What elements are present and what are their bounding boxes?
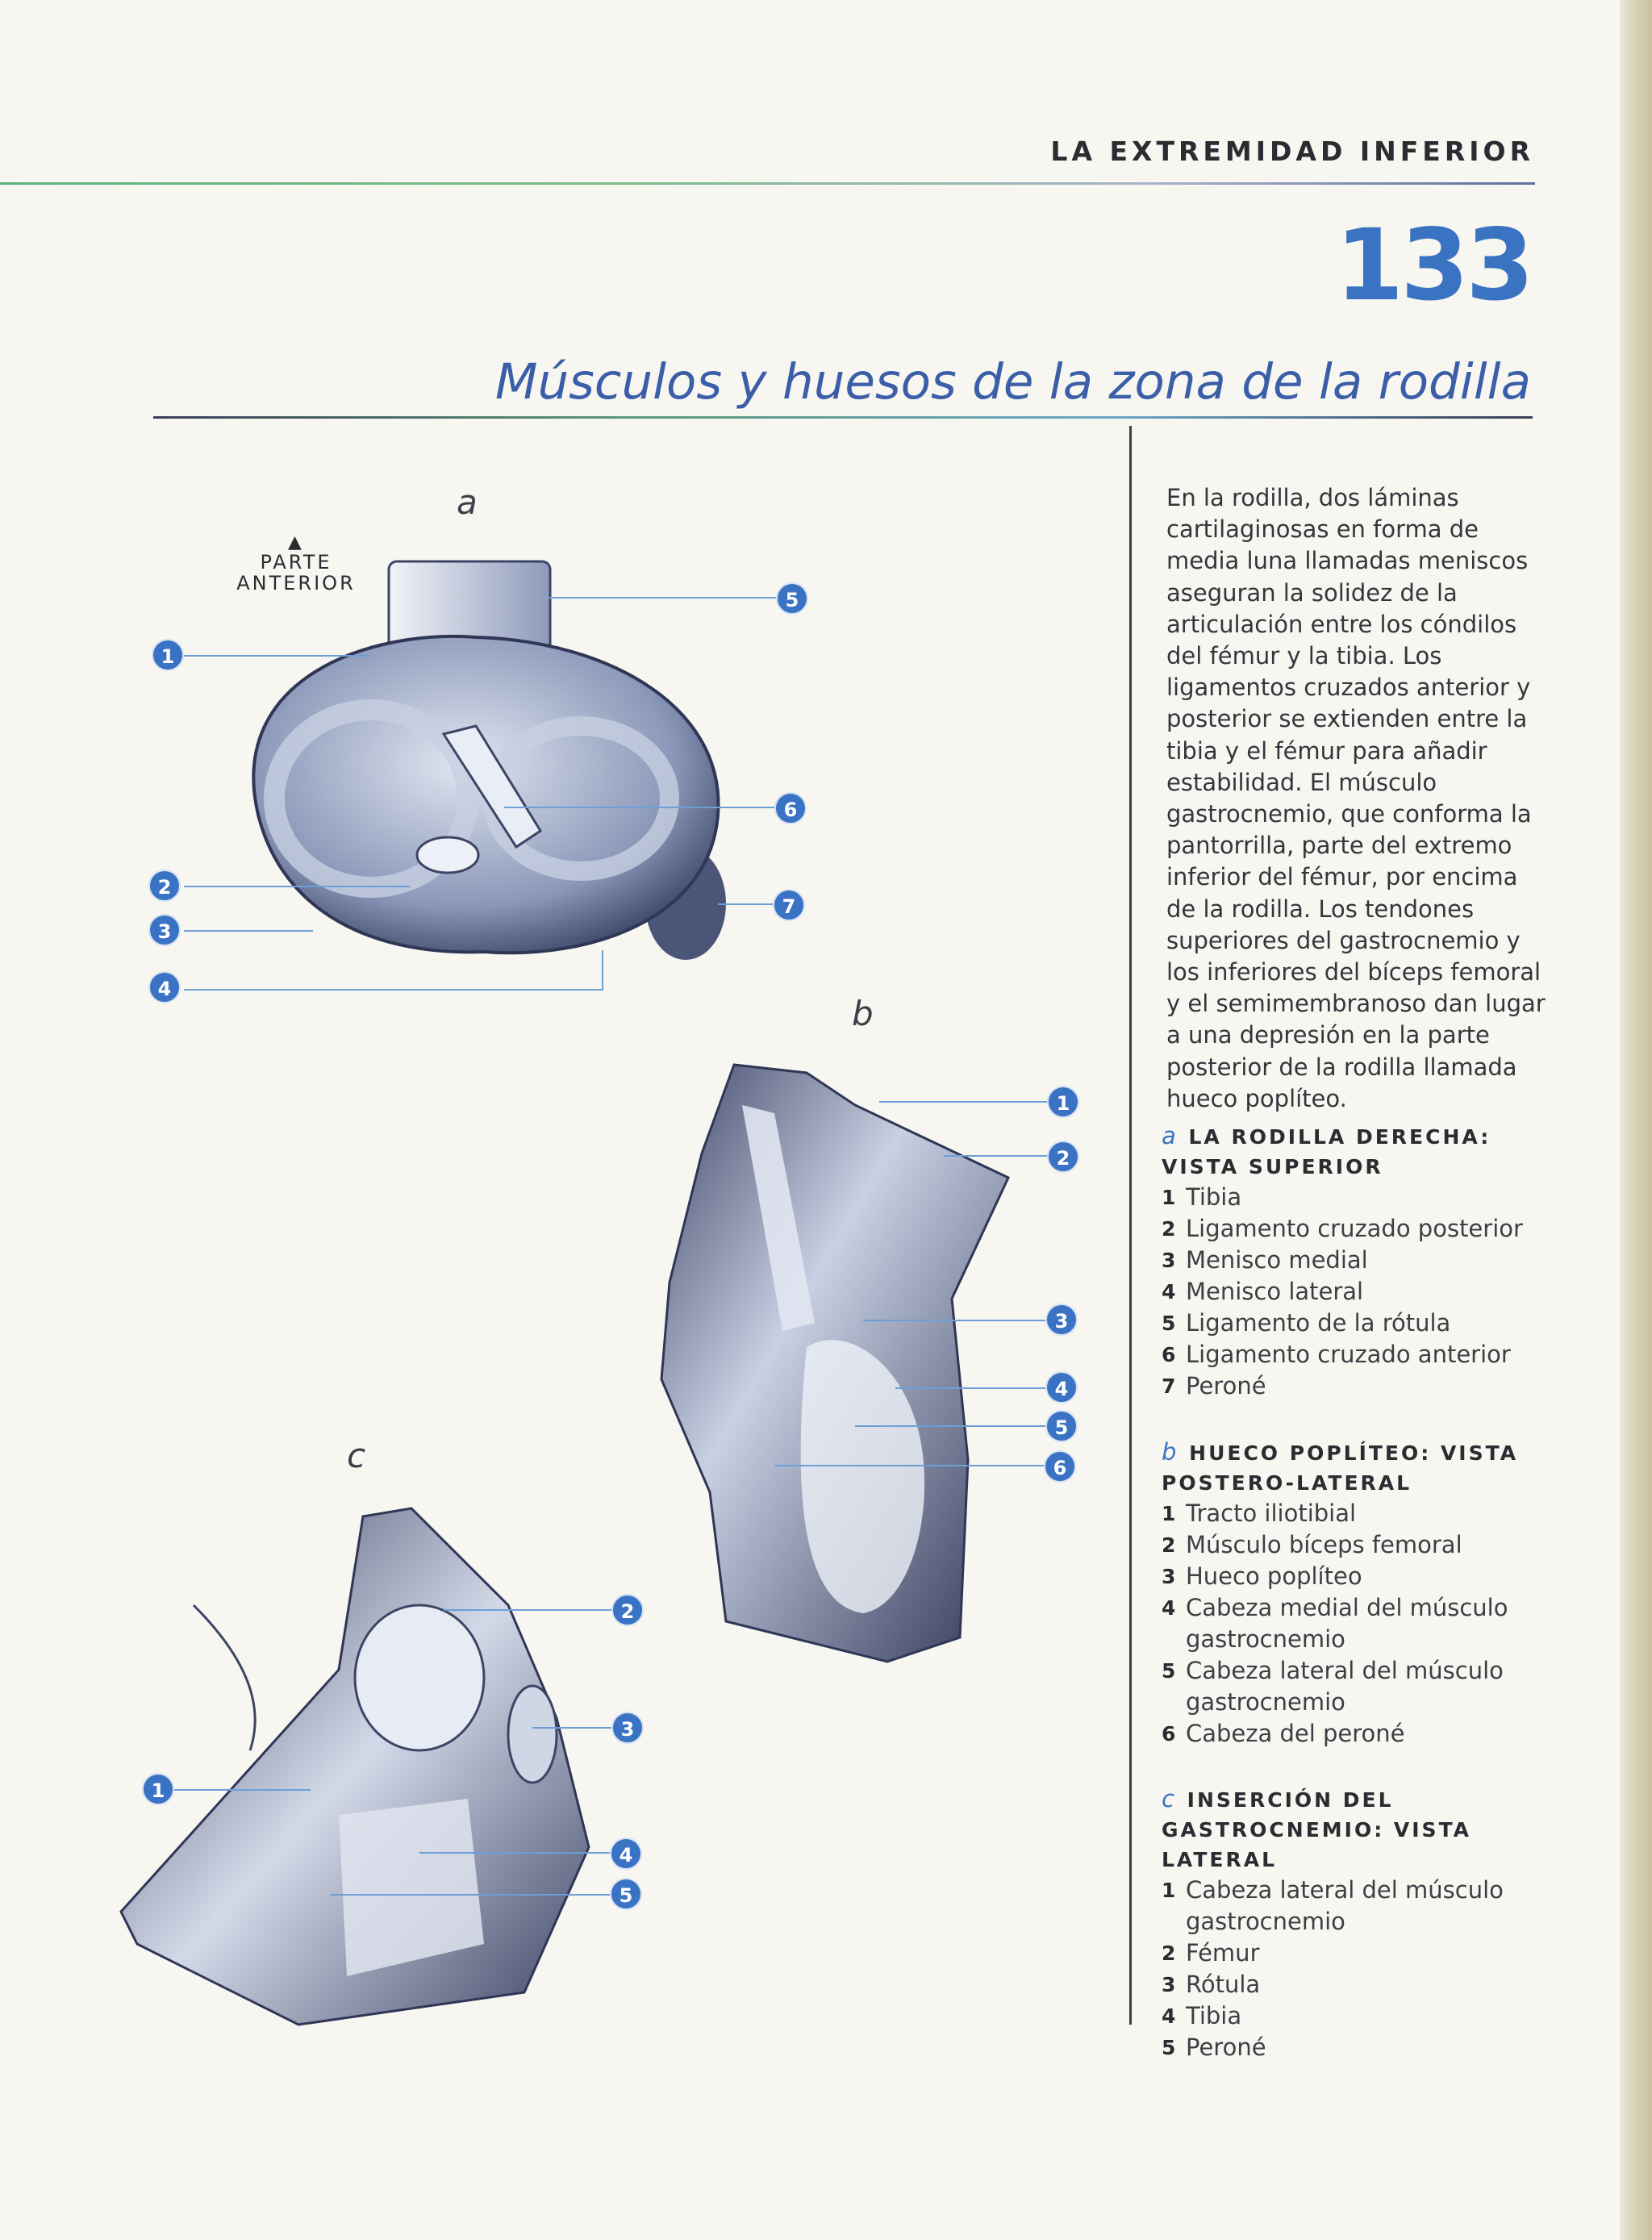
legend-number: 5: [1162, 1659, 1176, 1683]
callout-a-7: 7: [773, 889, 805, 921]
page-title: Músculos y huesos de la zona de la rodilla: [494, 353, 1531, 411]
legend-item: [1162, 1370, 1541, 1402]
patella-shape: [508, 1686, 557, 1783]
legend-item: [1162, 1308, 1541, 1339]
legend-number: 3: [1162, 1249, 1176, 1272]
leader-a-5: [549, 597, 776, 599]
legend-item: [1162, 1339, 1541, 1370]
callout-a-1: 1: [152, 639, 184, 671]
leader-b-5: [855, 1425, 1049, 1427]
legend-item: [1162, 1213, 1541, 1245]
callout-b-5: 5: [1045, 1410, 1078, 1442]
legend-label: Cabeza lateral del músculo gastrocnemio: [1186, 1876, 1504, 1935]
legend-label: Tracto iliotibial: [1186, 1500, 1357, 1527]
legend-a: [1162, 1121, 1541, 1402]
callout-a-4: 4: [148, 971, 181, 1003]
legend-c: [1162, 1784, 1541, 2063]
leader-a-2: [184, 886, 410, 887]
leader-a-4: [184, 989, 603, 991]
leader-c-3: [532, 1727, 613, 1729]
legend-label: Ligamento cruzado posterior: [1186, 1215, 1523, 1242]
legend-label: Peroné: [1186, 1372, 1266, 1399]
callout-a-3: 3: [148, 914, 181, 946]
orientation-text: PARTE ANTERIOR: [236, 551, 356, 594]
header-rule: [0, 182, 1535, 185]
leader-a-4-vert: [602, 950, 603, 991]
legend-label: Tibia: [1186, 2002, 1242, 2029]
legend-number: 5: [1162, 1312, 1176, 1335]
legend-item: [1162, 1276, 1541, 1308]
figure-a-letter: a: [457, 482, 478, 522]
legend-letter: c: [1162, 1785, 1174, 1812]
pcl-shape: [417, 837, 478, 873]
legend-number: 3: [1162, 1973, 1176, 1996]
callout-c-3: 3: [611, 1712, 644, 1744]
figure-c-gastrocnemius-insertion: [105, 1492, 605, 2041]
figure-c-letter: c: [347, 1436, 366, 1475]
leader-b-4: [895, 1387, 1049, 1389]
legend-item: [1162, 2032, 1541, 2063]
legend-item: [1162, 1938, 1541, 1969]
column-divider: [1129, 426, 1132, 2025]
femur-condyle-shape: [355, 1605, 484, 1750]
legend-label: Menisco medial: [1186, 1246, 1368, 1274]
legend-item: [1162, 1592, 1541, 1655]
leader-b-2: [944, 1155, 1049, 1157]
legend-title: LA RODILLA DERECHA: VISTA SUPERIOR: [1162, 1125, 1491, 1178]
legend-number: 2: [1162, 1942, 1176, 1965]
figure-b-letter: b: [852, 994, 874, 1033]
triangle-up-icon: ▲: [288, 532, 304, 553]
legend-number: 1: [1162, 1502, 1176, 1525]
legend-label: Rótula: [1186, 1971, 1261, 1998]
legend-heading: [1162, 1121, 1541, 1182]
legend-label: Cabeza lateral del músculo gastrocnemio: [1186, 1657, 1504, 1716]
leader-c-1: [173, 1789, 311, 1791]
legend-label: Ligamento cruzado anterior: [1186, 1341, 1511, 1368]
legend-title: INSERCIÓN DEL GASTROCNEMIO: VISTA LATERAL: [1162, 1788, 1472, 1871]
legend-label: Tibia: [1186, 1183, 1242, 1211]
callout-c-4: 4: [610, 1837, 642, 1870]
legend-number: 5: [1162, 2036, 1176, 2059]
figure-b-popliteal-fossa: [645, 1057, 1016, 1670]
legend-number: 4: [1162, 2004, 1176, 2028]
section-header: LA EXTREMIDAD INFERIOR: [1050, 136, 1534, 167]
legend-item: [1162, 2000, 1541, 2032]
callout-c-1: 1: [142, 1773, 174, 1805]
legend-item: [1162, 1529, 1541, 1561]
leader-c-4: [419, 1852, 613, 1854]
leader-a-3: [184, 930, 313, 932]
legend-item: [1162, 1718, 1541, 1750]
legend-item: [1162, 1182, 1541, 1213]
legend-label: Hueco poplíteo: [1186, 1562, 1362, 1590]
callout-b-2: 2: [1047, 1141, 1079, 1173]
legend-number: 6: [1162, 1722, 1176, 1746]
callout-a-6: 6: [774, 792, 807, 824]
legend-label: Fémur: [1186, 1939, 1260, 1967]
legend-label: Ligamento de la rótula: [1186, 1309, 1451, 1337]
legend-title: HUECO POPLÍTEO: VISTA POSTERO-LATERAL: [1162, 1441, 1519, 1495]
legend-number: 2: [1162, 1533, 1176, 1557]
callout-b-4: 4: [1045, 1371, 1078, 1404]
leader-c-5: [331, 1894, 613, 1896]
legend-label: Cabeza del peroné: [1186, 1720, 1405, 1747]
leader-a-6: [504, 807, 775, 808]
legend-item: [1162, 1655, 1541, 1718]
legend-number: 6: [1162, 1343, 1176, 1366]
legend-number: 1: [1162, 1879, 1176, 1902]
callout-b-6: 6: [1044, 1450, 1076, 1483]
legend-label: Menisco lateral: [1186, 1278, 1364, 1305]
legend-letter: b: [1162, 1438, 1177, 1466]
leader-b-3: [863, 1320, 1049, 1321]
legend-item: [1162, 1561, 1541, 1592]
legend-item: [1162, 1875, 1541, 1938]
legend-letter: a: [1162, 1122, 1176, 1149]
legend-number: 4: [1162, 1596, 1176, 1620]
title-rule: [153, 416, 1533, 419]
legend-label: Peroné: [1186, 2034, 1266, 2061]
intro-paragraph: En la rodilla, dos láminas cartilaginosas en forma de media luna llamadas meniscos aseguran la solidez de la articulación entre los cóndilos del fémur y la tibia. Los ligamentos cruzados anterior y posterior se extienden entre la tibia y el fémur para añadir estabilidad. El músculo gastrocnemio, que conforma la pantorrilla, parte del extremo inferior del fémur, por encima de la rodilla. Los tendones superiores del gastrocnemio y los inferiores del bíceps femoral y el semimembranoso dan lugar a una depresión en la parte posterior de la rodilla llamada hueco poplíteo.: [1166, 484, 1546, 1112]
page-number: 133: [1335, 208, 1531, 323]
legend-label: Músculo bíceps femoral: [1186, 1531, 1462, 1558]
callout-b-3: 3: [1045, 1304, 1078, 1336]
legend-label: Cabeza medial del músculo gastrocnemio: [1186, 1594, 1508, 1653]
legend-item: [1162, 1969, 1541, 2000]
legend-heading: [1162, 1437, 1541, 1498]
leader-b-6: [774, 1465, 1049, 1466]
callout-a-5: 5: [776, 582, 808, 615]
callout-c-2: 2: [611, 1594, 644, 1626]
legend-item: [1162, 1245, 1541, 1276]
legend-b: [1162, 1437, 1541, 1750]
leader-b-1: [879, 1101, 1049, 1103]
thigh-outline: [194, 1605, 255, 1750]
callout-c-5: 5: [610, 1878, 642, 1910]
legend-heading: [1162, 1784, 1541, 1875]
callout-a-2: 2: [148, 870, 181, 902]
legend-number: 3: [1162, 1565, 1176, 1588]
leader-c-2: [444, 1609, 613, 1611]
legend-number: 4: [1162, 1280, 1176, 1304]
leader-a-1: [184, 655, 371, 657]
leader-a-7: [718, 903, 774, 905]
legend-number: 2: [1162, 1217, 1176, 1241]
page-edge: [1620, 0, 1652, 2240]
legend-item: [1162, 1498, 1541, 1529]
callout-b-1: 1: [1047, 1086, 1079, 1118]
legend-number: 7: [1162, 1374, 1176, 1398]
legend-number: 1: [1162, 1186, 1176, 1209]
figure-a-knee-superior: [210, 549, 742, 984]
